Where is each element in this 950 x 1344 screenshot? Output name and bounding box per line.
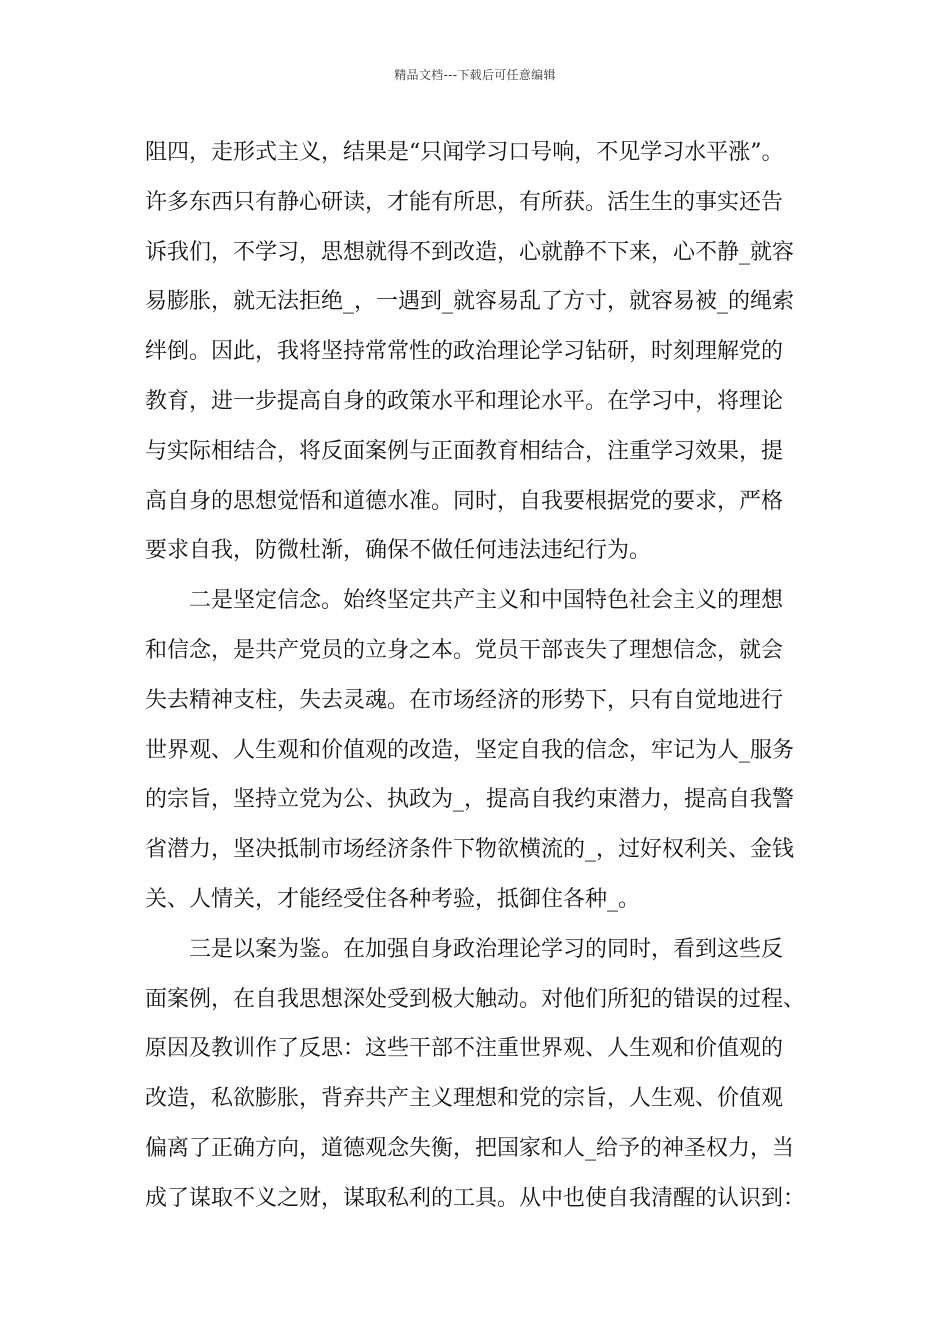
text-line: 成了谋取不义之财，谋取私利的工具。从中也使自我清醒的认识到： [145,1185,806,1211]
text-line: 许多东西只有静心研读，才能有所思，有所获。活生生的事实还告 [145,189,784,215]
text-line: 易膨胀，就无法拒绝_，一遇到_就容易乱了方寸，就容易被_的绳索 [145,289,795,315]
text-line: 省潜力，坚决抵制市场经济条件下物欲横流的_，过好权利关、金钱 [145,837,795,863]
text-line: 和信念，是共产党员的立身之本。党员干部丧失了理想信念，就会 [145,637,784,663]
text-line: 绊倒。因此，我将坚持常常性的政治理论学习钻研，时刻理解党的 [145,339,784,365]
text-line: 高自身的思想觉悟和道德水准。同时，自我要根据党的要求，严格 [145,488,784,514]
text-line: 改造，私欲膨胀，背弃共产主义理想和党的宗旨，人生观、价值观 [145,1086,784,1112]
text-line: 偏离了正确方向，道德观念失衡，把国家和人_给予的神圣权力，当 [145,1135,795,1161]
text-line: 世界观、人生观和价值观的改造，坚定自我的信念，牢记为人_服务 [145,737,795,763]
document-body [145,128,825,1224]
text-line: 诉我们，不学习，思想就得不到改造，心就静不下来，心不静_就容 [145,239,795,265]
text-line: 原因及教训作了反思：这些干部不注重世界观、人生观和价值观的 [145,1036,784,1062]
text-line: 的宗旨，坚持立党为公、执政为_，提高自我约束潜力，提高自我警 [145,787,795,813]
text-line: 面案例，在自我思想深处受到极大触动。对他们所犯的错误的过程、 [145,986,806,1012]
paragraph-start-line: 三是以案为鉴。在加强自身政治理论学习的同时，看到这些反 [189,936,784,962]
text-line: 要求自我，防微杜渐，确保不做任何违法违纪行为。 [145,538,652,564]
paragraph-start-line: 二是坚定信念。始终坚定共产主义和中国特色社会主义的理想 [189,588,784,614]
text-line: 与实际相结合，将反面案例与正面教育相结合，注重学习效果，提 [145,438,784,464]
text-line: 关、人情关，才能经受住各种考验，抵御住各种_。 [145,886,641,912]
page-header: 精品文档---下载后可任意编辑 [394,68,556,82]
text-line: 阻四，走形式主义，结果是“只闻学习口号响，不见学习水平涨”。 [145,140,784,165]
text-line: 教育，进一步提高自身的政策水平和理论水平。在学习中，将理论 [145,388,784,414]
text-line: 失去精神支柱，失去灵魂。在市场经济的形势下，只有自觉地进行 [145,687,784,713]
